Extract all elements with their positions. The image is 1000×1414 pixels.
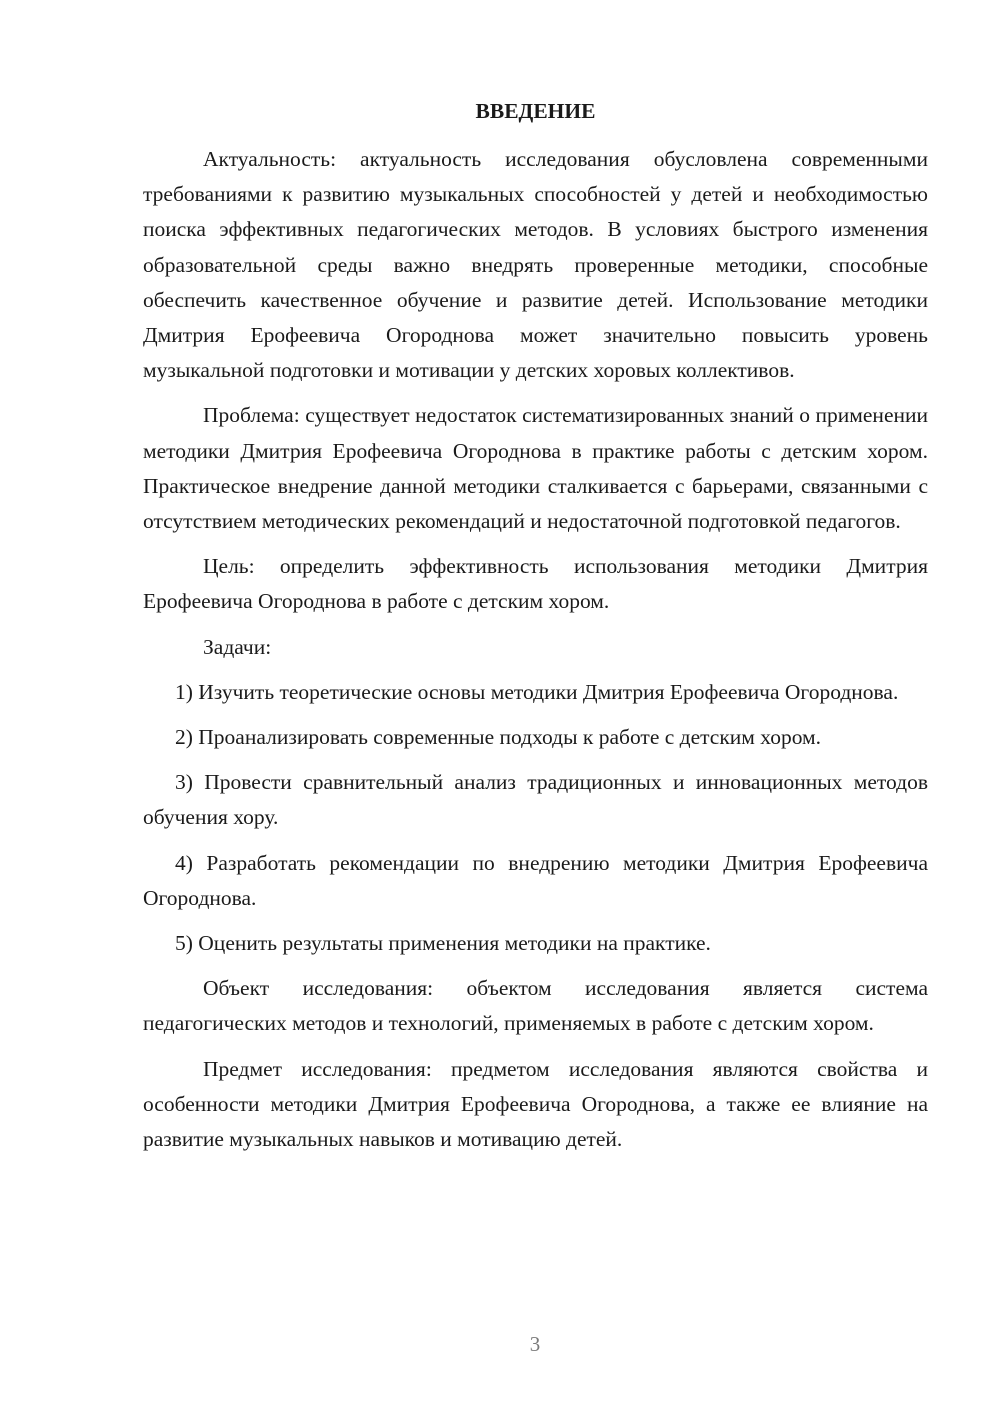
goal-paragraph: Цель: определить эффективность использования методики Дмитрия Ерофеевича Огороднова в работе с детским хором. [143, 554, 928, 614]
section-heading: ВВЕДЕНИЕ [475, 99, 596, 123]
problem-paragraph: Проблема: существует недостаток систематизированных знаний о применении методики Дмитрия Ерофеевича Огороднова в практике работы с детским хором. Практическое внедрение данной методики сталкивается с барьерами, связанными с отсутствием методических рекомендаций и недостаточной подготовкой педагогов. [143, 403, 928, 534]
document-page [143, 94, 928, 1167]
page-number: 3 [529, 1332, 541, 1356]
relevance-paragraph: Актуальность: актуальность исследования обусловлена современными требованиями к развитию музыкальных способностей у детей и необходимостью поиска эффективных педагогических методов. В условиях быстрого изменения образовательной среды важно внедрять проверенные методики, способные обеспечить качественное обучение и развитие детей. Использование методики Дмитрия Ерофеевича Огороднова может значительно повысить уровень музыкальной подготовки и мотивации у детских хоровых коллективов. [143, 147, 928, 383]
task-item: 2) Проанализировать современные подходы к работе с детским хором. [175, 725, 822, 750]
task-item: 5) Оценить результаты применения методики на практике. [175, 931, 711, 956]
task-item: 1) Изучить теоретические основы методики Дмитрия Ерофеевича Огороднова. [175, 679, 899, 704]
object-paragraph: Объект исследования: объектом исследования является система педагогических методов и технологий, применяемых в работе с детским хором. [143, 976, 928, 1036]
task-item: 3) Провести сравнительный анализ традиционных и инновационных методов обучения хору. [143, 770, 928, 830]
subject-paragraph: Предмет исследования: предметом исследования являются свойства и особенности методики Дмитрия Ерофеевича Огороднова, а также ее влияние на развитие музыкальных навыков и мотивацию детей. [143, 1056, 928, 1152]
tasks-label: Задачи: [203, 634, 272, 659]
task-item: 4) Разработать рекомендации по внедрению методики Дмитрия Ерофеевича Огороднова. [143, 850, 928, 910]
